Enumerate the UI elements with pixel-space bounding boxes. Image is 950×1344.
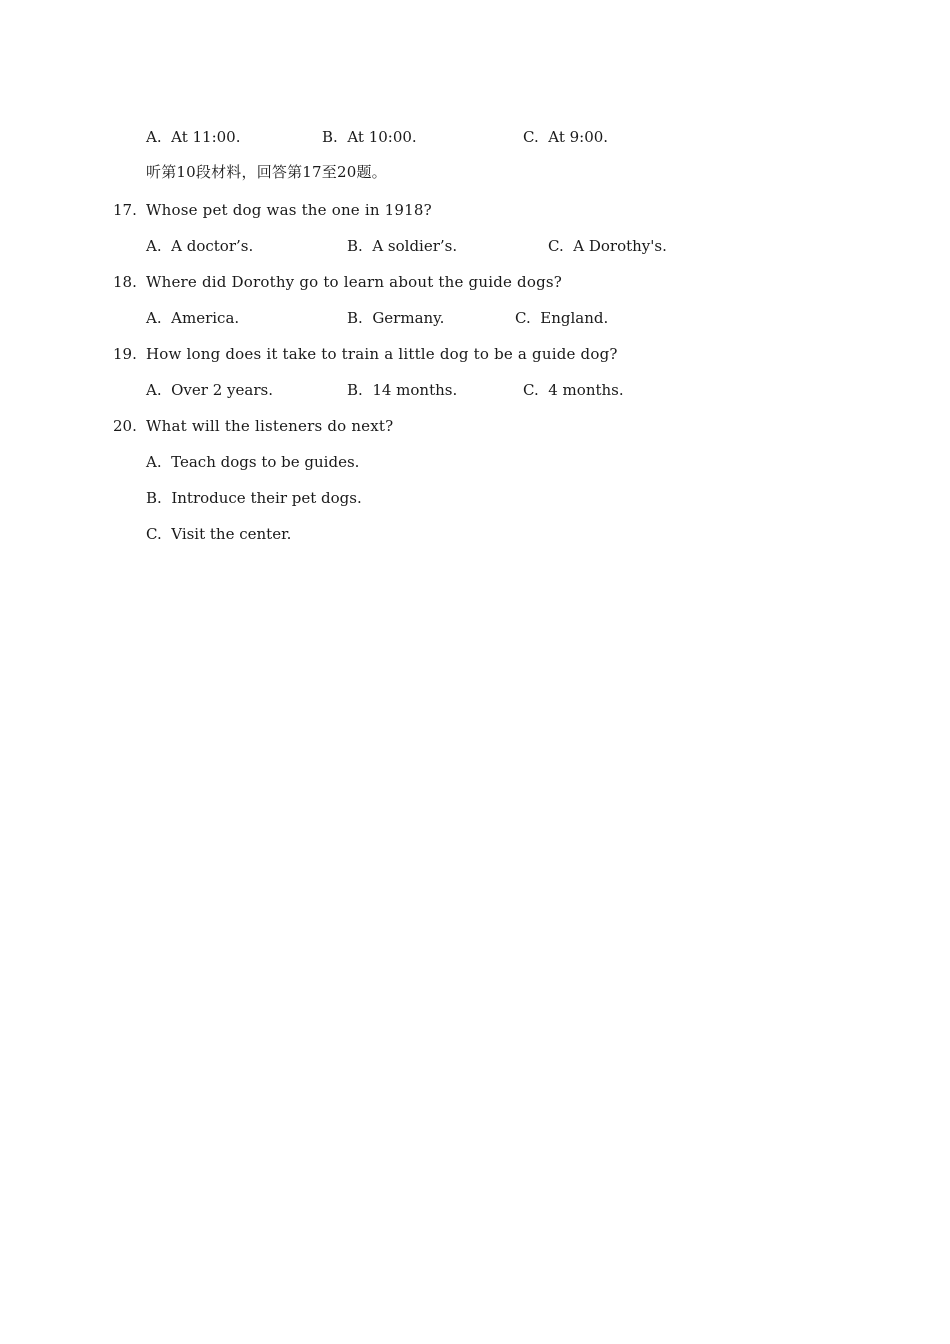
option-c: C. At 9:00.: [523, 128, 609, 146]
question-text: Whose pet dog was the one in 1918?: [146, 201, 432, 219]
option-b: B. A soldier’s.: [347, 237, 458, 255]
question-text: How long does it take to train a little dog to be a guide dog?: [146, 345, 618, 363]
option-b: B. Germany.: [347, 309, 445, 327]
question-number: 17.: [113, 201, 137, 219]
option-c: C. Visit the center.: [146, 525, 292, 543]
option-a: A. At 11:00.: [146, 128, 241, 146]
section-instruction: 听第10段材料，回答第17至20题。: [146, 163, 387, 181]
option-c: C. England.: [515, 309, 609, 327]
option-a: A. Over 2 years.: [146, 381, 273, 399]
option-b: B. At 10:00.: [322, 128, 417, 146]
option-b: B. 14 months.: [347, 381, 458, 399]
question-text: Where did Dorothy go to learn about the guide dogs?: [146, 273, 563, 291]
option-a: A. America.: [146, 309, 240, 327]
question-number: 20.: [113, 417, 137, 435]
option-c: C. 4 months.: [523, 381, 624, 399]
question-text: What will the listeners do next?: [146, 417, 394, 435]
option-a: A. Teach dogs to be guides.: [146, 453, 360, 471]
option-a: A. A doctor’s.: [146, 237, 254, 255]
question-number: 18.: [113, 273, 137, 291]
option-c: C. A Dorothy's.: [548, 237, 667, 255]
option-b: B. Introduce their pet dogs.: [146, 489, 362, 507]
question-number: 19.: [113, 345, 137, 363]
